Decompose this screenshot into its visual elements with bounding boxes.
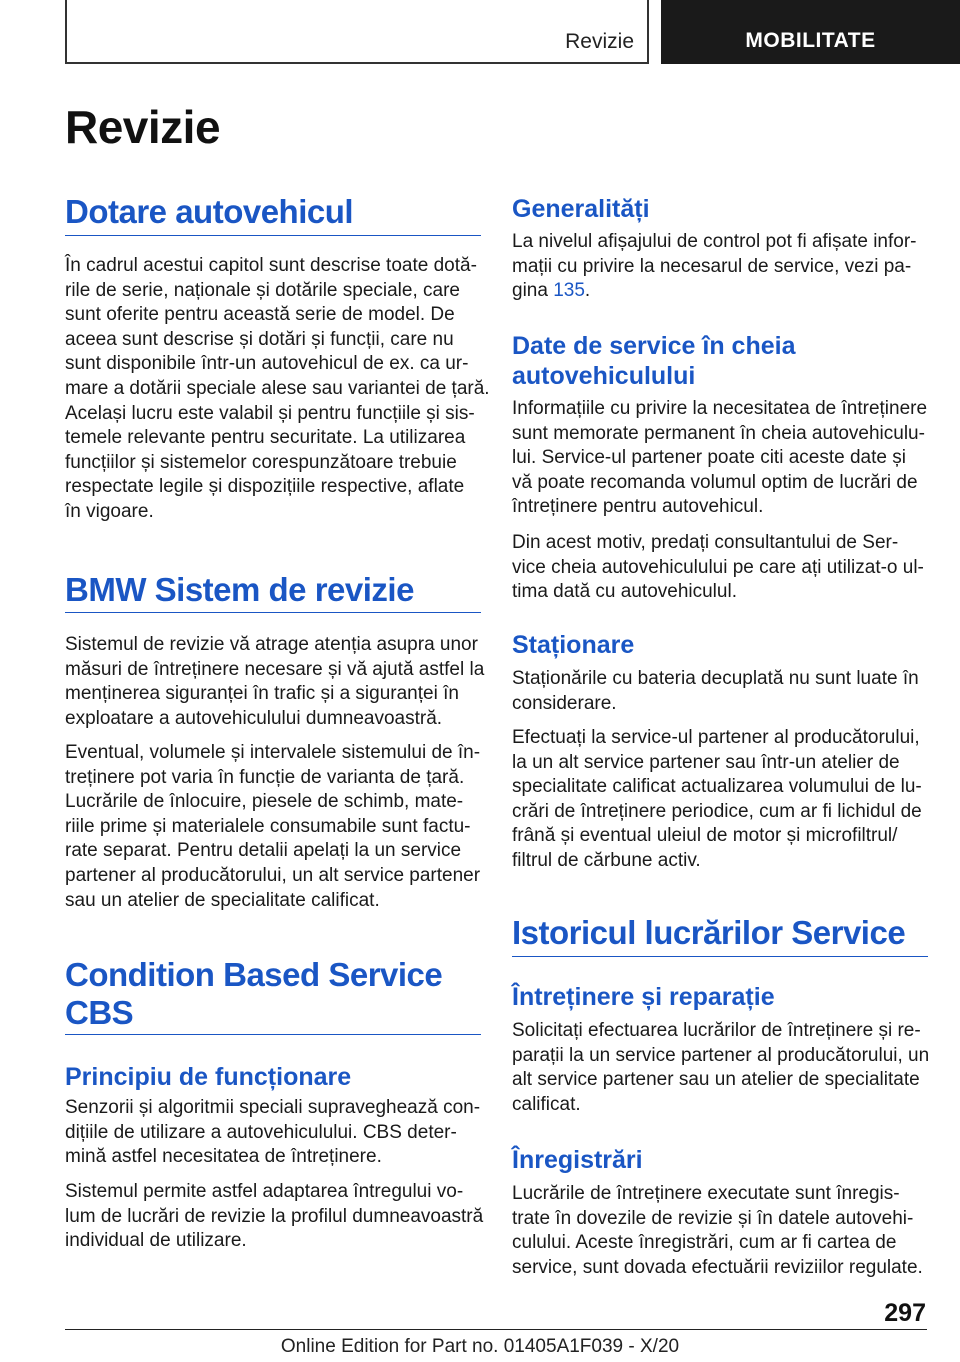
paragraph-sistemul-permite [65, 1180, 484, 1254]
text-line: crări de întreținere periodice, cum ar fi lichidul de [512, 800, 922, 822]
text-line: în vigoare. [65, 500, 154, 522]
text-line: Sistemul permite astfel adaptarea întregului vo- [65, 1181, 464, 1202]
text-line: rile de serie, naționale și dotările speciale, care [65, 279, 460, 301]
paragraph-predati-cheia [512, 531, 928, 605]
subheading-date-service-cheie: Date de service în cheia [512, 332, 796, 360]
header-section-label: Revizie [565, 30, 634, 53]
text-line: partener al producătorului, un alt service partener [65, 864, 481, 886]
header-frame [65, 0, 649, 64]
paragraph-generalitati: La nivelul afișajului de control pot fi afișate infor- mații cu privire la necesarul de service, vezi pa- gina 135. [512, 231, 917, 302]
text-line: sunt memorate permanent în cheia autovehiculu- [512, 422, 925, 444]
text-line: Staționările cu bateria decuplată nu sunt luate în [512, 668, 919, 689]
heading-rule [512, 956, 928, 957]
text-line: Eventual, volumele și intervalele sistemului de în- [65, 742, 481, 763]
text-line: măsuri de întreținere necesare și vă ajută astfel la [65, 658, 485, 680]
paragraph-lucrarile [512, 1182, 928, 1280]
text-line: întreținere pentru autovehicul. [512, 496, 764, 518]
text-line: tima dată cu autovehiculul. [512, 581, 737, 603]
text-line: considerare. [512, 692, 617, 714]
subheading-date-service-cheie-l2: autovehiculului [512, 362, 696, 390]
text-line: dițiile de utilizare a autovehiculului. CBS deter- [65, 1121, 457, 1143]
paragraph-solicitati [512, 1019, 928, 1117]
text-line: vă poate recomanda volumul optim de lucrări de [512, 471, 918, 493]
paragraph-stationari [512, 667, 928, 716]
paragraph-senzorii [65, 1096, 481, 1170]
text-line: lui. Service‐ul partener poate citi aceste date și [512, 447, 906, 469]
text-line: Efectuați la service‐ul partener al producătorului, [512, 727, 920, 748]
text-line: mare a dotării speciale alese sau variantei de țară. [65, 377, 490, 399]
paragraph-informatii-cheie [512, 397, 928, 520]
text-line: exploatare a autovehiculului dumneavoastră. [65, 707, 443, 729]
text-line: specialitate calificat actualizarea volumului de lu- [512, 776, 922, 798]
text-line: rate separat. Pentru detalii apelați la un service [65, 840, 462, 862]
text-line: Solicitați efectuarea lucrărilor de întreținere și re- [512, 1020, 921, 1041]
paragraph-volume-intervale [65, 741, 481, 913]
heading-condition-based-service: Condition Based Service [65, 956, 443, 993]
text-line: respectate legile și dispozițiile respective, aflate [65, 476, 465, 498]
text-line: Senzorii și algoritmii speciali supraveghează con- [65, 1097, 481, 1118]
text-line: Sistemul de revizie vă atrage atenția asupra unor [65, 634, 478, 655]
footer-rule [65, 1329, 927, 1330]
text-line: la un alt service partener sau într‐un atelier de [512, 751, 900, 773]
text-line: treținere pot varia în funcție de varianta de țară. [65, 766, 465, 788]
heading-rule [65, 235, 481, 236]
text-line: lum de lucrări de revizie la profilul dumneavoastră [65, 1205, 484, 1227]
text-line: mină astfel necesitatea de întreținere. [65, 1146, 382, 1168]
text-line: Același lucru este valabil și pentru funcțiile și sis- [65, 402, 475, 424]
text-line: riile prime și materialele consumabile sunt factu- [65, 815, 471, 837]
text-line: calificat. [512, 1093, 581, 1115]
heading-dotare-autovehicul: Dotare autovehicul [65, 193, 354, 230]
footer-edition: Online Edition for Part no. 01405A1F039 - X/20 [280, 1336, 680, 1357]
heading-rule [65, 612, 481, 613]
paragraph-sistem-revizie [65, 633, 485, 731]
paragraph-dotare [65, 254, 490, 525]
heading-istoricul-lucrarilor: Istoricul lucrărilor Service [512, 914, 906, 951]
subheading-inregistrari: Înregistrări [512, 1146, 643, 1174]
text-line: funcțiilor și sistemelor corespunzătoare trebuie [65, 451, 457, 473]
text-line: Lucrările de întreținere executate sunt înregis- [512, 1183, 900, 1204]
paragraph-efectuati [512, 726, 928, 874]
chapter-tab[interactable]: MOBILITATE [661, 0, 960, 64]
subheading-intretinere-reparatie: Întreținere și reparație [512, 983, 775, 1011]
text-line: service, sunt dovada efectuării reviziilor regulate. [512, 1256, 923, 1278]
text-line: temele relevante pentru securitate. La utilizarea [65, 427, 466, 449]
text-line: individual de utilizare. [65, 1230, 247, 1252]
text-line: culului. Aceste înregistrări, cum ar fi cartea de [512, 1232, 897, 1254]
text-line: Informațiile cu privire la necesitatea de întreținere [512, 398, 928, 419]
heading-rule [65, 1034, 481, 1035]
text-line: frână și eventual uleiul de motor și microfiltrul/ [512, 825, 898, 847]
page-title: Revizie [65, 101, 221, 153]
subheading-stationare: Staționare [512, 631, 635, 659]
text-line: alt service partener sau un atelier de specialitate [512, 1069, 920, 1091]
heading-bmw-sistem-de-revizie: BMW Sistem de revizie [65, 571, 414, 608]
page-link-135[interactable]: 135 [553, 280, 585, 302]
text-line: Din acest motiv, predați consultantului de Ser- [512, 532, 899, 553]
page-number: 297 [884, 1299, 926, 1327]
text-line: sau un atelier de specialitate calificat. [65, 889, 380, 911]
text-line: trate în dovezile de revizie și în datele autovehi- [512, 1207, 914, 1229]
text-line: menținerea siguranței în trafic și a siguranței în [65, 683, 459, 705]
text-line: sunt disponibile într‐un autovehicul de ex. ca ur- [65, 353, 469, 375]
text-line: filtrul de cărbune activ. [512, 849, 701, 871]
heading-cbs: CBS [65, 994, 134, 1031]
text-line: aceea sunt descrise și dotări și funcții, care nu [65, 328, 454, 350]
text-line: În cadrul acestui capitol sunt descrise toate dotă- [65, 255, 477, 276]
text-line: Lucrările de înlocuire, piesele de schimb, mate- [65, 791, 464, 813]
text-line: sunt oferite pentru această serie de model. De [65, 304, 455, 326]
text-line: vice cheia autovehiculului pe care ați utilizat‐o ul- [512, 556, 924, 578]
subheading-principiu-functionare: Principiu de funcționare [65, 1063, 352, 1091]
text-line: parații la un service partener al producătorului, un [512, 1044, 930, 1066]
subheading-generalitati: Generalități [512, 195, 650, 223]
